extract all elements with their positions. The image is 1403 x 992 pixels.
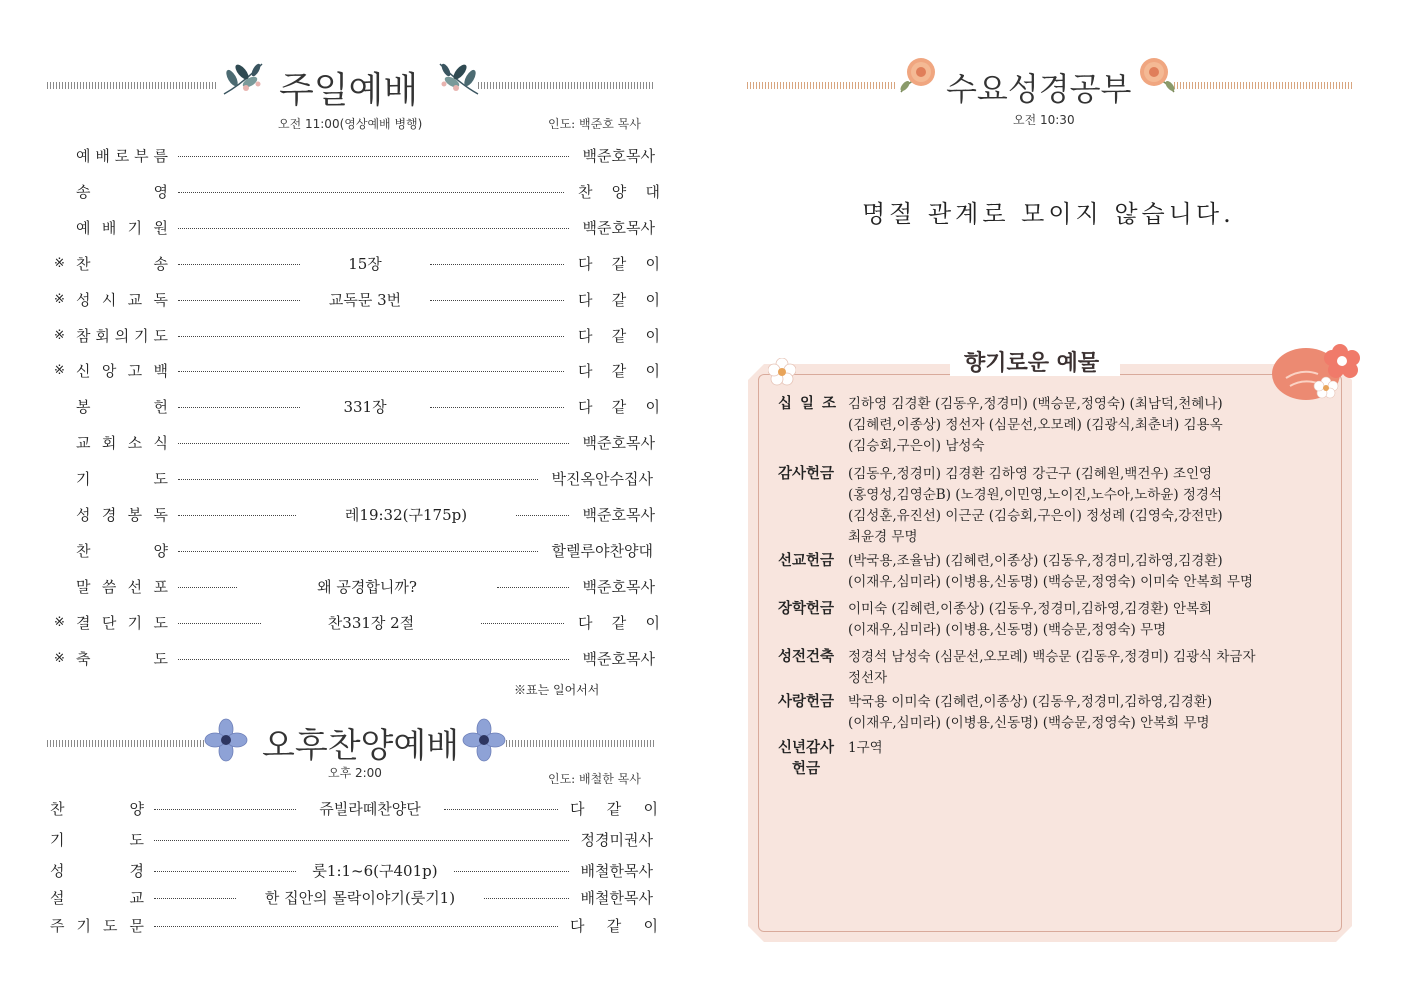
order-label-char: 송 — [76, 183, 91, 201]
offering-names-line: (김동우,정경미) 김경환 김하영 강근구 (김혜원,백건우) 조인영 — [848, 466, 1213, 482]
small-flower-icon — [768, 358, 796, 386]
order-right-char: 같 — [611, 327, 627, 345]
order-label-char: 기 — [134, 327, 149, 345]
order-label-char: 성 — [50, 862, 65, 880]
order-label-char: 도 — [153, 614, 168, 632]
offering-names-line: 최윤경 무명 — [848, 529, 918, 545]
order-label-char: 성 — [76, 291, 91, 309]
order-right — [578, 612, 660, 633]
order-label-char: 도 — [153, 650, 168, 668]
order-middle: 15장 — [348, 255, 382, 273]
order-label — [76, 181, 168, 202]
order-label-char: 배 — [95, 147, 110, 165]
offering-label: 감사헌금 — [778, 465, 835, 482]
title-divider-left — [747, 82, 895, 89]
offering-names-line: 1구역 — [848, 740, 883, 756]
order-label-char: 문 — [129, 917, 144, 935]
order-label-char: 찬 — [76, 542, 91, 560]
order-middle: 레19:32(구175p) — [344, 506, 468, 524]
order-right-char: 같 — [611, 398, 627, 416]
order-label — [76, 289, 168, 310]
order-label-char: 결 — [76, 614, 91, 632]
offering-names-line: (홍영성,김영순B) (노경원,이민영,노이진,노수아,노하윤) 정경석 — [848, 487, 1223, 503]
order-label-char: 예 — [76, 147, 91, 165]
order-label-char: 도 — [153, 470, 168, 488]
order-label-char: 로 — [114, 147, 130, 165]
offering-label: 선교헌금 — [778, 552, 835, 569]
order-right-char: 같 — [611, 362, 627, 380]
peony-ornament-icon — [895, 52, 943, 100]
dot-leader — [481, 623, 564, 624]
dot-leader — [430, 264, 564, 265]
order-label — [76, 540, 168, 561]
dot-leader — [178, 623, 261, 624]
offering-label-line2: 헌금 — [792, 760, 821, 777]
order-middle: 교독문 3번 — [328, 291, 402, 309]
dot-leader — [178, 407, 300, 408]
offering-names-line: 김하영 김경환 (김동우,정경미) (백승문,정영숙) (최남덕,천혜나) — [848, 396, 1223, 412]
order-label-char: 신 — [76, 362, 91, 380]
stand-mark: ※ — [54, 292, 65, 307]
order-label — [76, 612, 168, 633]
order-right-char: 다 — [578, 614, 593, 632]
dot-leader — [178, 228, 569, 229]
order-label-char: 도 — [129, 831, 144, 849]
dot-leader — [516, 515, 569, 516]
dot-leader — [497, 587, 569, 588]
order-label-char: 포 — [153, 578, 168, 596]
order-label-char: 의 — [114, 327, 130, 345]
order-right-char: 이 — [643, 917, 658, 935]
order-label — [50, 860, 144, 881]
flower-cluster-icon — [1266, 338, 1366, 406]
order-right-char: 같 — [606, 800, 622, 818]
order-label-char: 교 — [76, 434, 91, 452]
offering-label: 성전건축 — [778, 648, 835, 665]
order-label-char: 교 — [127, 291, 143, 309]
dot-leader — [444, 809, 558, 810]
order-label-char: 름 — [153, 147, 168, 165]
order-middle: 한 집안의 몰락이야기(룻기1) — [264, 889, 456, 907]
order-right-char: 다 — [570, 917, 585, 935]
flower-ornament-icon — [462, 718, 506, 762]
order-label-char: 경 — [129, 862, 144, 880]
order-label — [76, 360, 168, 381]
order-label-char: 회 — [95, 327, 110, 345]
dot-leader — [178, 551, 538, 552]
order-label — [76, 253, 168, 274]
stand-mark: ※ — [54, 615, 65, 630]
order-label-char: 찬 — [76, 255, 91, 273]
offering-names-line: (김성훈,유진선) 이근군 (김승회,구은이) 정성례 (김영숙,강전만) — [848, 508, 1223, 524]
order-right: 박진옥안수집사 — [551, 470, 653, 488]
order-label-char: 성 — [76, 506, 91, 524]
standing-note: ※표는 일어서서 — [514, 683, 600, 697]
afternoon-title: 오후찬양예배 — [262, 726, 460, 766]
offering-title: 향기로운 예물 — [964, 351, 1100, 376]
order-label-char: 경 — [101, 506, 117, 524]
offering-label — [778, 392, 836, 413]
order-label-char: 씀 — [101, 578, 117, 596]
offering-names-line: (이재우,심미라) (이병용,신동명) (백승문,정영숙) 무명 — [848, 622, 1167, 638]
title-divider-right — [1174, 82, 1354, 89]
order-right-char: 양 — [611, 183, 627, 201]
order-right-char: 다 — [578, 398, 593, 416]
offering-label-char: 십 — [778, 395, 793, 412]
order-right-char: 다 — [570, 800, 585, 818]
order-right-char: 이 — [645, 362, 660, 380]
order-label-char: 기 — [127, 614, 143, 632]
order-label-char: 도 — [103, 917, 118, 935]
dot-leader — [178, 300, 300, 301]
order-right: 백준호목사 — [582, 219, 655, 237]
order-label-char: 부 — [134, 147, 149, 165]
order-label — [76, 325, 168, 346]
order-label-char: 독 — [153, 291, 168, 309]
order-label — [76, 145, 168, 166]
order-label-char: 원 — [153, 219, 168, 237]
order-right — [578, 325, 660, 346]
order-label-char: 단 — [101, 614, 117, 632]
order-label — [76, 217, 168, 238]
order-label-char: 회 — [101, 434, 117, 452]
sunday-subtitle: 오전 11:00(영상예배 병행) — [278, 117, 423, 131]
offering-names-line: 박국용 이미숙 (김혜련,이종상) (김동우,정경미,김하영,김경환) — [848, 694, 1213, 710]
order-right-char: 이 — [645, 327, 660, 345]
order-right-char: 다 — [578, 291, 593, 309]
offering-names-line: 정경석 남성숙 (심문선,오모례) 백승문 (김동우,정경미) 김광식 차금자 — [848, 649, 1256, 665]
order-right-char: 대 — [645, 183, 660, 201]
order-label-char: 앙 — [101, 362, 117, 380]
dot-leader — [430, 407, 564, 408]
order-label-char: 소 — [127, 434, 143, 452]
order-label-char: 송 — [153, 255, 168, 273]
order-label-char: 선 — [127, 578, 143, 596]
order-label — [76, 396, 168, 417]
order-right: 백준호목사 — [582, 147, 655, 165]
order-label-char: 찬 — [50, 800, 65, 818]
order-right-char: 같 — [611, 255, 627, 273]
title-divider-right — [506, 740, 654, 747]
order-label-char: 영 — [153, 183, 168, 201]
order-right-char: 이 — [645, 255, 660, 273]
order-label-char: 말 — [76, 578, 91, 596]
offering-label-char: 조 — [821, 395, 836, 412]
order-right: 배철한목사 — [580, 862, 653, 880]
dot-leader — [178, 371, 564, 372]
order-label-char: 봉 — [76, 398, 91, 416]
order-label-char: 식 — [153, 434, 168, 452]
order-label-char: 기 — [127, 219, 143, 237]
leaf-ornament-icon — [218, 56, 274, 100]
order-label — [50, 915, 144, 936]
offering-names-line: (이재우,심미라) (이병용,신동명) (백승문,정영숙) 안복희 무명 — [848, 715, 1210, 731]
order-label-char: 시 — [101, 291, 117, 309]
offering-label: 사랑헌금 — [778, 693, 835, 710]
order-label-char: 주 — [50, 917, 65, 935]
order-label — [50, 887, 144, 908]
order-right: 정경미권사 — [580, 831, 653, 849]
offering-names-line: (김승회,구은이) 남성숙 — [848, 438, 985, 454]
order-label-char: 참 — [76, 327, 91, 345]
offering-label: 장학헌금 — [778, 600, 835, 617]
wednesday-subtitle: 오전 10:30 — [1013, 113, 1075, 127]
dot-leader — [178, 659, 569, 660]
order-label-char: 고 — [127, 362, 143, 380]
order-label — [76, 432, 168, 453]
wednesday-notice: 명절 관계로 모이지 않습니다. — [862, 200, 1235, 228]
order-right-char: 이 — [645, 614, 660, 632]
offering-names-line: (이재우,심미라) (이병용,신동명) (백승문,정영숙) 이미숙 안복희 무명 — [848, 574, 1253, 590]
dot-leader — [154, 898, 236, 899]
order-label-char: 백 — [153, 362, 168, 380]
order-label-char: 배 — [101, 219, 117, 237]
order-right-char: 다 — [578, 327, 593, 345]
peony-ornament-icon — [1132, 52, 1180, 100]
order-middle: 룻1:1~6(구401p) — [312, 862, 438, 880]
offering-names-line: 이미숙 (김혜련,이종상) (김동우,정경미,김하영,김경환) 안복희 — [848, 601, 1213, 617]
order-right-char: 이 — [643, 800, 658, 818]
title-divider-right — [478, 82, 654, 89]
order-label-char: 교 — [129, 889, 144, 907]
flower-ornament-icon — [204, 718, 248, 762]
dot-leader — [430, 300, 564, 301]
dot-leader — [154, 840, 569, 841]
dot-leader — [154, 871, 296, 872]
order-label-char: 기 — [50, 831, 65, 849]
order-right: 백준호목사 — [582, 650, 655, 668]
order-label-char: 독 — [153, 506, 168, 524]
order-right — [578, 360, 660, 381]
order-label-char: 봉 — [127, 506, 143, 524]
leaf-ornament-icon — [428, 56, 484, 100]
order-label-char: 양 — [129, 800, 144, 818]
dot-leader — [178, 156, 569, 157]
order-right — [578, 396, 660, 417]
order-right-char: 이 — [645, 291, 660, 309]
dot-leader — [178, 443, 569, 444]
order-label-char: 양 — [153, 542, 168, 560]
order-label-char: 예 — [76, 219, 91, 237]
order-label — [76, 648, 168, 669]
order-right — [578, 253, 660, 274]
order-label-char: 헌 — [153, 398, 168, 416]
title-divider-left — [47, 740, 205, 747]
order-label-char: 기 — [76, 917, 91, 935]
order-right — [578, 289, 660, 310]
order-middle: 쥬빌라떼찬양단 — [319, 800, 421, 818]
order-label — [76, 576, 168, 597]
sunday-title: 주일예배 — [279, 70, 419, 111]
offering-label: 신년감사 — [778, 739, 835, 756]
offering-names-line: 정선자 — [848, 670, 888, 686]
order-right: 할렐루야찬양대 — [551, 542, 653, 560]
dot-leader — [178, 515, 296, 516]
dot-leader — [178, 264, 300, 265]
order-label — [76, 504, 168, 525]
title-divider-left — [47, 82, 217, 89]
order-right — [570, 915, 658, 936]
order-label — [76, 468, 168, 489]
dot-leader — [454, 871, 569, 872]
order-middle: 331장 — [343, 398, 387, 416]
order-label-char: 설 — [50, 889, 65, 907]
stand-mark: ※ — [54, 328, 65, 343]
offering-names-line: (김혜련,이종상) 정선자 (심문선,오모례) (김광식,최춘녀) 김용옥 — [848, 417, 1223, 433]
order-label — [50, 829, 144, 850]
order-right — [578, 181, 660, 202]
order-right: 백준호목사 — [582, 578, 655, 596]
dot-leader — [178, 336, 564, 337]
stand-mark: ※ — [54, 256, 65, 271]
sunday-leader: 인도: 백준호 목사 — [548, 117, 641, 131]
order-label-char: 도 — [153, 327, 168, 345]
offering-names-line: (박국용,조율남) (김혜련,이종상) (김동우,정경미,김하영,김경환) — [848, 553, 1223, 569]
order-right-char: 같 — [611, 614, 627, 632]
dot-leader — [484, 898, 569, 899]
order-right-char: 찬 — [578, 183, 593, 201]
order-right-char: 같 — [611, 291, 627, 309]
dot-leader — [178, 587, 237, 588]
offering-label-char: 일 — [799, 395, 814, 412]
order-right-char: 다 — [578, 362, 593, 380]
afternoon-subtitle: 오후 2:00 — [328, 766, 382, 780]
afternoon-leader: 인도: 배철한 목사 — [548, 772, 641, 786]
wednesday-title: 수요성경공부 — [946, 70, 1132, 108]
order-label — [50, 798, 144, 819]
dot-leader — [154, 809, 296, 810]
order-middle: 찬331장 2절 — [327, 614, 415, 632]
order-right — [570, 798, 658, 819]
stand-mark: ※ — [54, 651, 65, 666]
order-right-char: 같 — [606, 917, 622, 935]
order-right: 배철한목사 — [580, 889, 653, 907]
order-label-char: 기 — [76, 470, 91, 488]
dot-leader — [178, 479, 538, 480]
stand-mark: ※ — [54, 363, 65, 378]
order-right: 백준호목사 — [582, 434, 655, 452]
order-label-char: 축 — [76, 650, 91, 668]
dot-leader — [154, 926, 558, 927]
order-middle: 왜 공경합니까? — [317, 578, 417, 596]
order-right-char: 다 — [578, 255, 593, 273]
order-right: 백준호목사 — [582, 506, 655, 524]
dot-leader — [178, 192, 564, 193]
order-right-char: 이 — [645, 398, 660, 416]
